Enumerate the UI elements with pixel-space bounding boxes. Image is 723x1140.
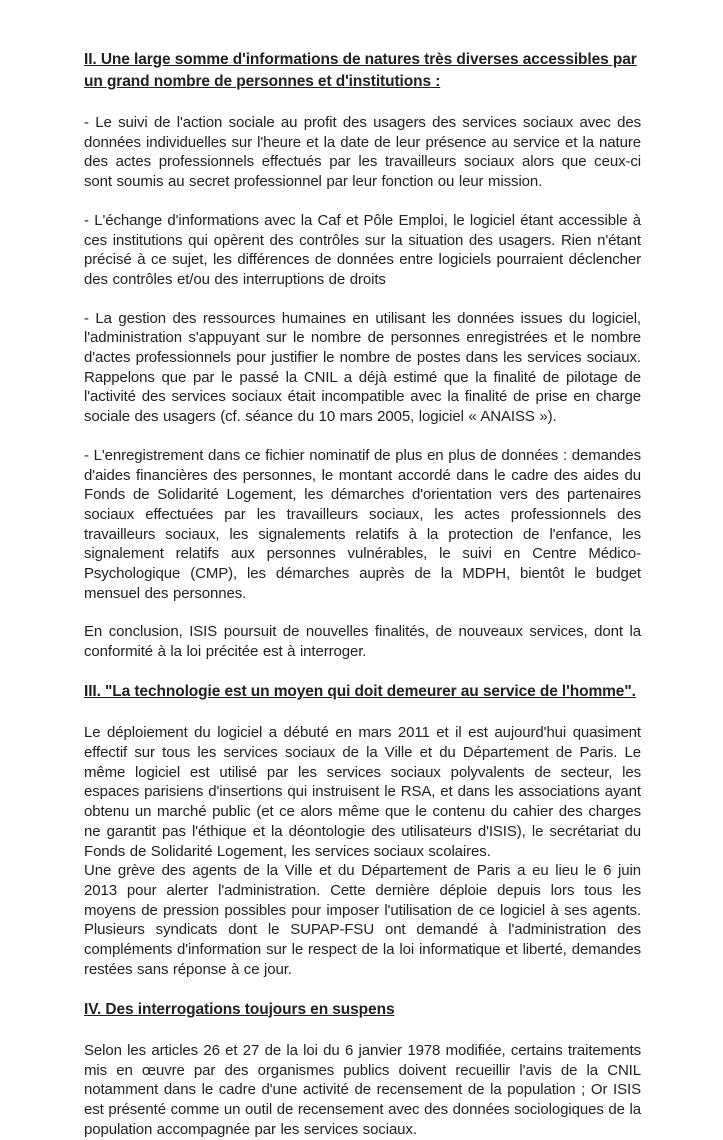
paragraph-echange-informations: - L'échange d'informations avec la Caf et Pôle Emploi, le logiciel étant accessible à ces institutions qui opèrent des contrôles sur la situation des usagers. Rien n'étant précisé à ce sujet, les différences de données entre logiciels pourraient déclencher des contrôles et/ou des interruptions de droits — [84, 211, 641, 288]
section-heading-iii: III. "La technologie est un moyen qui doit demeurer au service de l'homme". — [84, 682, 636, 700]
paragraph-deploiement-logiciel: Le déploiement du logiciel a débuté en mars 2011 et il est aujourd'hui quasiment effectif sur tous les services sociaux de la Ville et du Département de Paris. Le même logiciel est utilisé par les services sociaux polyvalents de secteur, les espaces parisiens d'insertions qui instruisent le RSA, et dans les associations ayant obtenu un marché public (et ce alors même que le contenu du cahier des charges ne garantit pas l'éthique et la déontologie des utilisateurs d'ISIS), le secrétariat du Fonds de Solidarité Logement, les services sociaux scolaires. — [84, 724, 641, 860]
paragraph-conclusion-isis: En conclusion, ISIS poursuit de nouvelles finalités, de nouveaux services, dont la conformité à la loi précitée est à interroger. — [84, 623, 641, 661]
section-heading-ii: II. Une large somme d'informations de natures très diverses accessibles par un grand nombre de personnes et d'institutions : — [84, 51, 637, 90]
paragraph-suivi-action-sociale: - Le suivi de l'action sociale au profit des usagers des services sociaux avec des données individuelles sur l'heure et la date de leur présence au service et la nature des actes professionnels effectués par les travailleurs sociaux alors que ceux-ci sont soumis au secret professionnel par leur fonction ou leur mission. — [84, 114, 641, 191]
section-heading-iv: IV. Des interrogations toujours en suspens — [84, 1000, 395, 1018]
paragraph-articles-loi-1978: Selon les articles 26 et 27 de la loi du 6 janvier 1978 modifiée, certains traitements mis en œuvre par des organismes publics doivent recueillir l'avis de la CNIL notamment dans le cadre d'une activité de recensement de la population ; Or ISIS est présenté comme un outil de recensement avec des données sociologiques de la population accompagnée par les services sociaux. — [84, 1042, 641, 1138]
paragraph-gestion-ressources-humaines: - La gestion des ressources humaines en utilisant les données issues du logiciel, l'administration s'appuyant sur le nombre de personnes enregistrées et le nombre d'actes professionnels pour justifier le nombre de postes dans les services sociaux. Rappelons que par le passé la CNIL a déjà estimé que la finalité de pilotage de l'activité des services sociaux était incompatible avec la finalité de prise en charge sociale des usagers (cf. séance du 10 mars 2005, logiciel « ANAISS »). — [84, 309, 641, 426]
paragraph-enregistrement-fichier: - L'enregistrement dans ce fichier nominatif de plus en plus de données : demandes d'aides financières des personnes, le montant accordé dans le cadre des aides du Fonds de Solidarité Logement, les démarches d'orientation vers des partenaires sociaux effectuées par les travailleurs sociaux, les actes professionnels des travailleurs sociaux, les signalements relatifs à la protection de l'enfance, les signalement relatifs aux personnes vulnérables, le suivi en Centre Médico-Psychologique (CMP), les démarches auprès de la MDPH, bientôt le budget mensuel des personnes. — [84, 446, 641, 602]
paragraph-greve-agents: Une grève des agents de la Ville et du Département de Paris a eu lieu le 6 juin 2013 pour alerter l'administration. Cette dernière déploie depuis lors tous les moyens de pression possibles pour imposer l'utilisation de ce logiciel à ses agents. Plusieurs syndicats dont le SUPAP-FSU ont demandé à l'administration des compléments d'information sur le respect de la loi informatique et liberté, demandes restées sans réponse à ce jour. — [84, 862, 641, 978]
